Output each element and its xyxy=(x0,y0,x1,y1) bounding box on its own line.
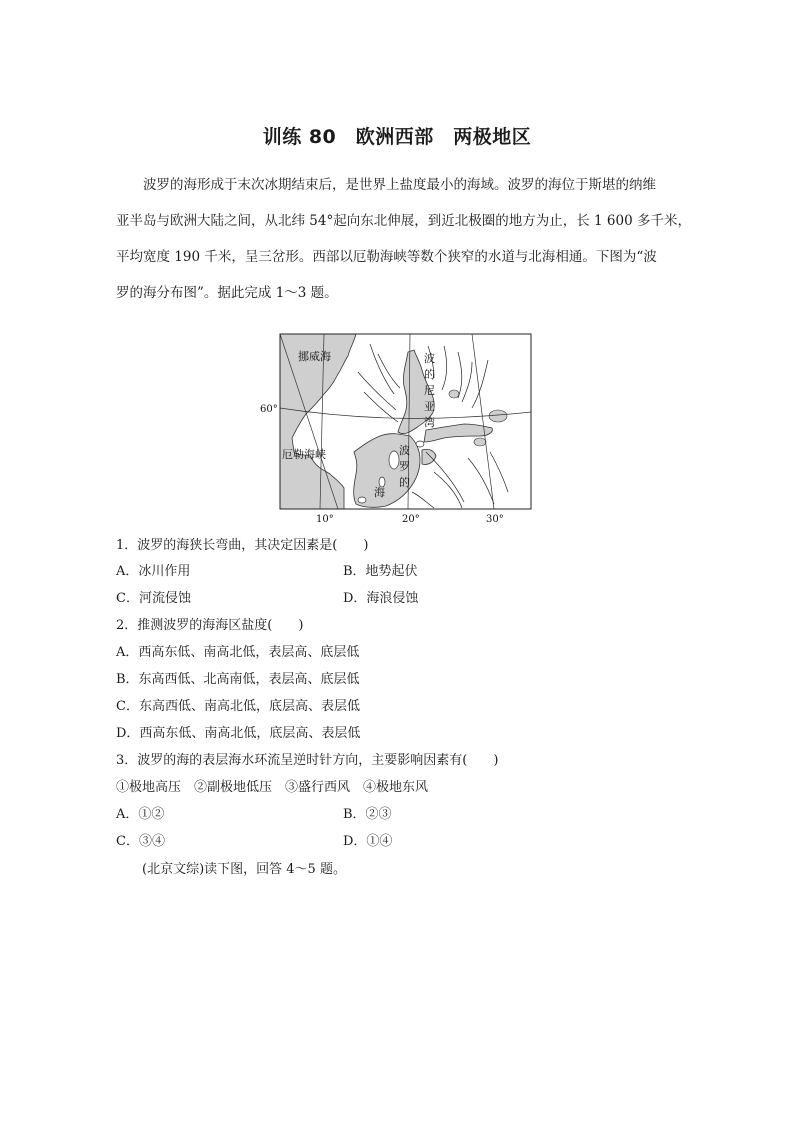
answer-option: D．①④ xyxy=(343,834,393,849)
label-bothnia: 的 xyxy=(424,368,435,381)
label-bothnia: 亚 xyxy=(424,400,435,413)
label-norway-sea: 挪威海 xyxy=(298,350,331,363)
intro-line: 罗的海分布图”。据此完成 1～3 题。 xyxy=(116,285,338,301)
answer-option: B．地势起伏 xyxy=(343,564,418,579)
answer-option: A．冰川作用 xyxy=(116,564,191,579)
answer-option: B．②③ xyxy=(343,807,392,822)
label-bothnia: 湾 xyxy=(424,416,435,429)
answer-option: C．东高西低、南高北低，底层高、表层低 xyxy=(116,699,360,714)
label-lon-10: 10° xyxy=(316,514,334,525)
footer-note: (北京文综)读下图，回答 4～5 题。 xyxy=(142,862,346,877)
question-stem: 1．波罗的海狭长弯曲，其决定因素是( ) xyxy=(116,538,369,553)
answer-option: A．①② xyxy=(116,807,165,822)
intro-line: 平均宽度 190 千米，呈三岔形。西部以厄勒海峡等数个狭窄的水道与北海相通。下图为“波 xyxy=(116,249,657,265)
answer-option: C．③④ xyxy=(116,834,165,849)
label-baltic: 罗 xyxy=(399,460,410,473)
label-lon-20: 20° xyxy=(402,514,420,525)
question-stem: 2．推测波罗的海海区盐度( ) xyxy=(116,618,304,633)
intro-line: 亚半岛与欧洲大陆之间，从北纬 54°起向东北伸展，到近北极圈的地方为止，长 1 600 多千米， xyxy=(116,213,691,229)
label-baltic: 海 xyxy=(374,486,385,499)
label-baltic: 波 xyxy=(399,444,410,457)
answer-option: C．河流侵蚀 xyxy=(116,591,191,606)
answer-option: A．西高东低、南高北低，表层高、底层低 xyxy=(116,645,360,660)
question-stem: 3．波罗的海的表层海水环流呈逆时针方向，主要影响因素有( ) xyxy=(116,753,499,768)
intro-paragraph xyxy=(116,167,691,311)
page-title: 训练 80 欧洲西部 两极地区 xyxy=(262,126,532,148)
baltic-sea-map xyxy=(258,332,538,526)
label-oresund: 厄勒海峡 xyxy=(282,448,326,461)
label-lat-60: 60° xyxy=(260,404,278,415)
label-bothnia: 波 xyxy=(424,352,435,365)
answer-option: D．西高东低、南高北低，底层高、表层低 xyxy=(116,726,361,741)
question-sub-items: ①极地高压 ②副极地低压 ③盛行西风 ④极地东风 xyxy=(116,780,429,795)
label-lon-30: 30° xyxy=(486,514,504,525)
label-baltic: 的 xyxy=(399,476,410,489)
label-bothnia: 尼 xyxy=(424,384,435,397)
intro-line: 波罗的海形成于末次冰期结束后，是世界上盐度最小的海域。波罗的海位于斯堪的纳维 xyxy=(143,177,656,193)
answer-option: D．海浪侵蚀 xyxy=(343,591,419,606)
answer-option: B．东高西低、北高南低，表层高、底层低 xyxy=(116,672,360,687)
